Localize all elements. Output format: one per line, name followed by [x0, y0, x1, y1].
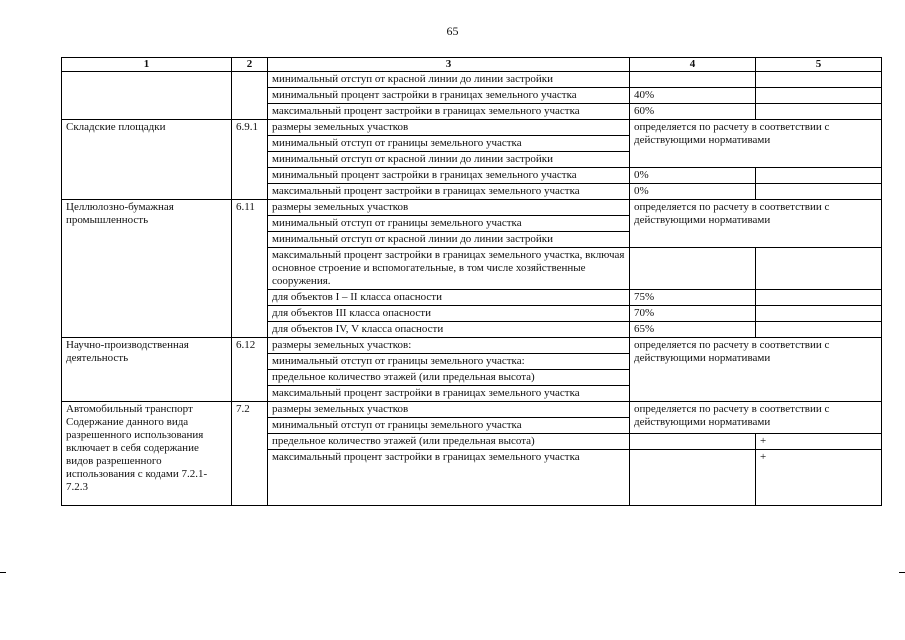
- note-cell: +: [756, 434, 882, 450]
- value-cell: [630, 434, 756, 450]
- value-cell: определяется по расчету в соответствии с действующими нормативами: [630, 200, 882, 248]
- note-cell: [756, 248, 882, 290]
- parameter-cell: максимальный процент застройки в границах земельного участка: [268, 450, 630, 506]
- page-number: 65: [446, 24, 459, 38]
- parameter-cell: минимальный процент застройки в границах земельного участка: [268, 88, 630, 104]
- value-cell: 0%: [630, 168, 756, 184]
- use-type-code: 6.11: [232, 200, 268, 338]
- value-cell: определяется по расчету в соответствии с действующими нормативами: [630, 120, 882, 168]
- value-cell: [630, 248, 756, 290]
- scan-mark-right: [899, 572, 905, 573]
- value-cell: 40%: [630, 88, 756, 104]
- table-row: [62, 120, 882, 136]
- table-row: [62, 200, 882, 216]
- parameter-cell: размеры земельных участков: [268, 200, 630, 216]
- table-row: [62, 402, 882, 418]
- parameter-cell: минимальный отступ от границы земельного участка:: [268, 354, 630, 370]
- continued-code-cell: [232, 72, 268, 120]
- use-type-name: Складские площадки: [62, 120, 232, 200]
- parameter-cell: предельное количество этажей (или предельная высота): [268, 434, 630, 450]
- parameter-cell: для объектов I – II класса опасности: [268, 290, 630, 306]
- parameter-cell: максимальный процент застройки в границах земельного участка: [268, 104, 630, 120]
- parameter-cell: минимальный отступ от границы земельного участка: [268, 418, 630, 434]
- note-cell: [756, 72, 882, 88]
- parameter-cell: минимальный отступ от границы земельного участка: [268, 216, 630, 232]
- parameter-cell: минимальный отступ от красной линии до линии застройки: [268, 232, 630, 248]
- value-cell: 60%: [630, 104, 756, 120]
- column-header-2: 2: [232, 58, 268, 72]
- note-cell: [756, 88, 882, 104]
- value-cell: 65%: [630, 322, 756, 338]
- column-header-1: 1: [62, 58, 232, 72]
- parameter-cell: максимальный процент застройки в границах земельного участка: [268, 386, 630, 402]
- parameter-cell: минимальный отступ от красной линии до линии застройки: [268, 72, 630, 88]
- note-cell: +: [756, 450, 882, 506]
- parameter-cell: размеры земельных участков: [268, 402, 630, 418]
- parameter-cell: минимальный процент застройки в границах земельного участка: [268, 168, 630, 184]
- value-cell: 0%: [630, 184, 756, 200]
- column-header-3: 3: [268, 58, 630, 72]
- parameter-cell: минимальный отступ от границы земельного участка: [268, 136, 630, 152]
- value-cell: 70%: [630, 306, 756, 322]
- parameter-cell: предельное количество этажей (или предельная высота): [268, 370, 630, 386]
- use-type-name: Научно-производственная деятельность: [62, 338, 232, 402]
- parameter-cell: для объектов III класса опасности: [268, 306, 630, 322]
- column-header-5: 5: [756, 58, 882, 72]
- value-cell: [630, 72, 756, 88]
- column-header-4: 4: [630, 58, 756, 72]
- parameter-cell: размеры земельных участков: [268, 120, 630, 136]
- table-row: [62, 338, 882, 354]
- use-type-name: Целлюлозно-бумажная промышленность: [62, 200, 232, 338]
- table-row: [62, 72, 882, 88]
- note-cell: [756, 104, 882, 120]
- parameter-cell: размеры земельных участков:: [268, 338, 630, 354]
- note-cell: [756, 306, 882, 322]
- note-cell: [756, 322, 882, 338]
- use-type-code: 7.2: [232, 402, 268, 506]
- note-cell: [756, 290, 882, 306]
- table-header-row: [62, 58, 882, 72]
- parameter-cell: минимальный отступ от красной линии до линии застройки: [268, 152, 630, 168]
- value-cell: определяется по расчету в соответствии с действующими нормативами: [630, 402, 882, 434]
- scan-mark-left: [0, 572, 6, 573]
- value-cell: 75%: [630, 290, 756, 306]
- parameter-cell: максимальный процент застройки в границах земельного участка: [268, 184, 630, 200]
- note-cell: [756, 184, 882, 200]
- use-type-code: 6.9.1: [232, 120, 268, 200]
- note-cell: [756, 168, 882, 184]
- value-cell: [630, 450, 756, 506]
- use-type-code: 6.12: [232, 338, 268, 402]
- value-cell: определяется по расчету в соответствии с действующими нормативами: [630, 338, 882, 402]
- use-type-name: Автомобильный транспорт Содержание данного вида разрешенного использования включает в себя содержание видов разрешенного использования с кодами 7.2.1-7.2.3: [62, 402, 232, 506]
- parameter-cell: для объектов IV, V класса опасности: [268, 322, 630, 338]
- land-use-regulations-table: [61, 57, 882, 506]
- parameter-cell: максимальный процент застройки в границах земельного участка, включая основное строение и вспомогательные, в том числе хозяйственные сооружения.: [268, 248, 630, 290]
- continued-name-cell: [62, 72, 232, 120]
